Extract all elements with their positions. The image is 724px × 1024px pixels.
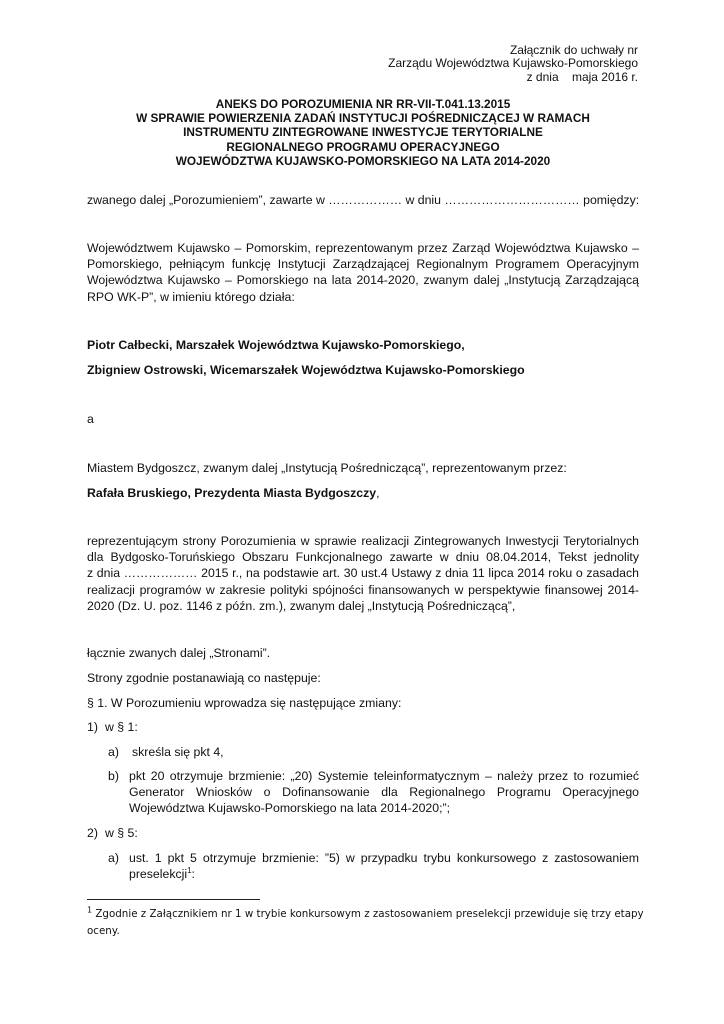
title-line-1: ANEKS DO POROZUMIENIA NR RR-VII-T.041.13.2015 bbox=[215, 97, 511, 111]
party1-paragraph bbox=[87, 240, 639, 305]
party1-line-3: Województwa Kujawsko – Pomorskiego na lata 2014-2020, zwanym dalej „Instytucją Zarządzającą bbox=[87, 273, 639, 288]
title-line-3: INSTRUMENTU ZINTEGROWANE INWESTYCJE TERYTORIALNE bbox=[183, 125, 543, 140]
representation-paragraph bbox=[87, 533, 639, 614]
section-1-heading: § 1. W Porozumieniu wprowadza się następujące zmiany: bbox=[87, 696, 402, 710]
point-1b-line-1: pkt 20 otrzymuje brzmienie: „20) Systemie teleinformatycznym – należy przez to rozumieć bbox=[129, 769, 639, 783]
parties-agree: Strony zgodnie postanawiają co następuje: bbox=[87, 671, 321, 685]
point-2a-text bbox=[129, 850, 639, 882]
title-line-5: WOJEWÓDZTWA KUJAWSKO-POMORSKIEGO NA LATA 2014-2020 bbox=[175, 153, 551, 168]
party1-line-1: Województwem Kujawsko – Pomorskim, reprezentowanym przez Zarząd Województwa Kujawsko – bbox=[87, 241, 639, 255]
document-title bbox=[87, 97, 639, 168]
preselection-word: preselekcji bbox=[129, 867, 188, 882]
point-2 bbox=[87, 825, 138, 841]
para2-line-2: dla Bydgosko-Toruńskiego Obszaru Funkcjonalnego zawarte w dniu 08.04.2014, Tekst jednolity bbox=[87, 550, 639, 565]
footnote-1 bbox=[87, 906, 647, 939]
representative-1: Piotr Całbecki, Marszałek Województwa Kujawsko-Pomorskiego, bbox=[87, 338, 465, 352]
title-line-4: REGIONALNEGO PROGRAMU OPERACYJNEGO bbox=[226, 139, 500, 154]
title-line-2: W SPRAWIE POWIERZENIA ZADAŃ INSTYTUCJI POŚREDNICZĄCEJ W RAMACH bbox=[136, 111, 590, 126]
conjunction-a: a bbox=[87, 412, 94, 426]
point-2-text: w § 5: bbox=[105, 826, 138, 840]
attachment-header bbox=[388, 44, 638, 84]
representative-3: Rafała Bruskiego, Prezydenta Miasta Bydgoszczy bbox=[87, 486, 377, 500]
representative-3-tail: , bbox=[376, 486, 380, 500]
party1-line-2: Pomorskiego, pełniącym funkcję Instytucji Zarządzającej Regionalnym Programem Operacyjnym bbox=[87, 257, 639, 272]
party1-line-4: RPO WK-P”, w imieniu którego działa: bbox=[87, 289, 295, 304]
point-1a-label: a) bbox=[108, 745, 119, 759]
point-1b-text bbox=[129, 768, 639, 817]
para2-line-3: z dnia ……………… 2015 r., na podstawie art. 30 ust.4 Ustawy z dnia 11 lipca 2014 roku o zasadach bbox=[87, 566, 639, 581]
footnote-number: 1 bbox=[87, 905, 93, 915]
point-1b-label: b) bbox=[108, 769, 119, 783]
point-1 bbox=[87, 719, 138, 735]
point-2a-label: a) bbox=[108, 851, 119, 865]
para2-line-1: reprezentującym strony Porozumienia w sprawie realizacji Zintegrowanych Inwestycji Terytorialnych bbox=[87, 534, 639, 548]
point-1b-line-2: Generator Wniosków o Dofinansowanie dla Regionalnego Programu Operacyjnego bbox=[129, 785, 639, 800]
footnote-separator bbox=[87, 899, 260, 900]
point-2a-tail: : bbox=[191, 867, 195, 882]
attachment-line-2: Zarządu Województwa Kujawsko-Pomorskiego bbox=[388, 56, 638, 71]
representative-2: Zbigniew Ostrowski, Wicemarszałek Województwa Kujawsko-Pomorskiego bbox=[87, 363, 525, 377]
footnote-line-2: oceny. bbox=[87, 924, 120, 937]
para2-line-4: realizacji programów w zakresie polityki spójności finansowanych w perspektywie finansowej 2014- bbox=[87, 582, 639, 597]
footnote-ref-1[interactable]: 1 bbox=[187, 866, 192, 876]
intro-paragraph: zwanego dalej „Porozumieniem”, zawarte w ……………… w dniu …………………………… pomiędzy: bbox=[87, 193, 640, 207]
point-1a-text: skreśla się pkt 4, bbox=[132, 745, 224, 759]
point-2-number: 2) bbox=[87, 826, 98, 840]
para2-line-5: 2020 (Dz. U. poz. 1146 z późn. zm.), zwanym dalej „Instytucją Pośredniczącą”, bbox=[87, 598, 516, 613]
representative-3-line bbox=[87, 485, 639, 501]
point-1a bbox=[108, 744, 224, 760]
point-1b bbox=[108, 768, 639, 817]
attachment-line-3: z dnia maja 2016 r. bbox=[526, 69, 638, 84]
point-1b-line-3: Województwa Kujawsko-Pomorskiego na lata 2014-2020;”; bbox=[129, 801, 451, 816]
point-2a-line-2 bbox=[129, 866, 639, 882]
party2-paragraph: Miastem Bydgoszcz, zwanym dalej „Instytucją Pośredniczącą”, reprezentowanym przez: bbox=[87, 461, 567, 475]
footnote-line-1: Zgodnie z Załącznikiem nr 1 w trybie konkursowym z zastosowaniem preselekcji przewiduje się trzy etapy bbox=[95, 908, 644, 920]
jointly-called: łącznie zwanych dalej „Stronami”. bbox=[87, 646, 271, 660]
point-2a-line-1: ust. 1 pkt 5 otrzymuje brzmienie: ”5) w przypadku trybu konkursowego z zastosowaniem bbox=[129, 851, 639, 865]
point-1-number: 1) bbox=[87, 720, 98, 734]
attachment-line-1: Załącznik do uchwały nr bbox=[509, 43, 638, 57]
point-1-text: w § 1: bbox=[105, 720, 138, 734]
point-2a bbox=[108, 850, 639, 882]
